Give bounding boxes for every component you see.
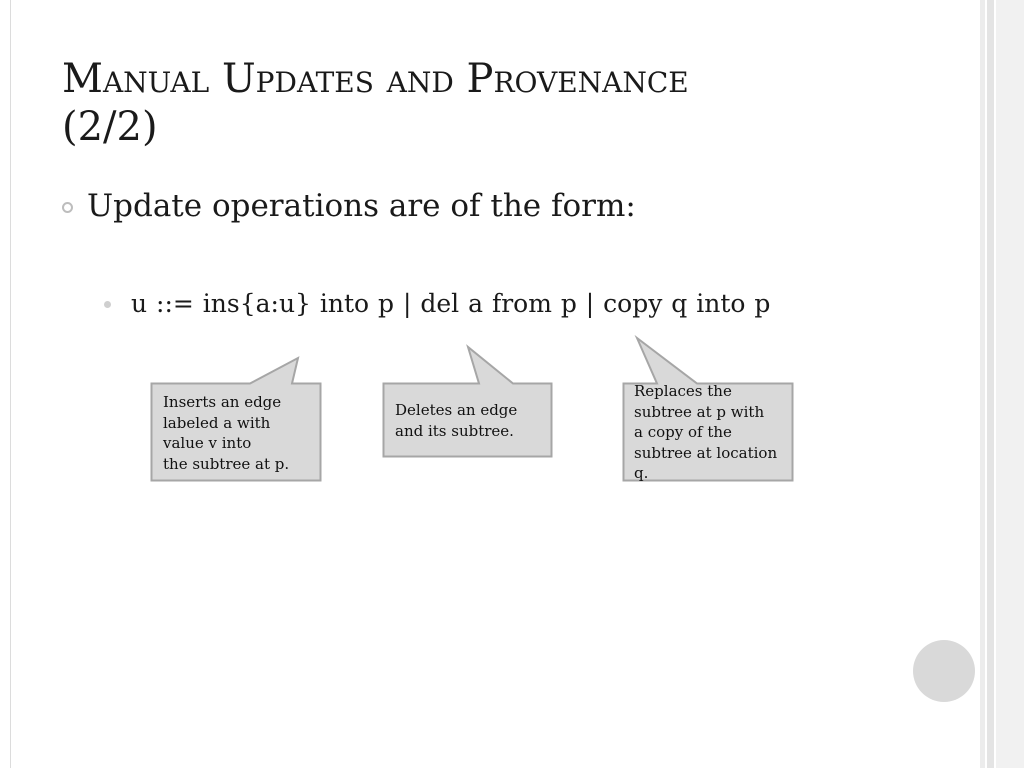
callout-insert-text: Inserts an edge labeled a with value v into the subtree at p. bbox=[163, 393, 290, 473]
bullet-level-2-text: u ::= ins{a:u} into p | del a from p | copy q into p bbox=[131, 288, 771, 318]
slide-title-line-2: (2/2) bbox=[62, 104, 158, 150]
slide-title-line-1: Manual Updates and Provenance bbox=[62, 56, 689, 102]
callout-copy-text: Replaces the subtree at p with a copy of the subtree at location q. bbox=[634, 382, 778, 482]
bullet-level-1-text: Update operations are of the form: bbox=[87, 188, 636, 224]
callout-delete-text: Deletes an edge and its subtree. bbox=[395, 401, 518, 440]
